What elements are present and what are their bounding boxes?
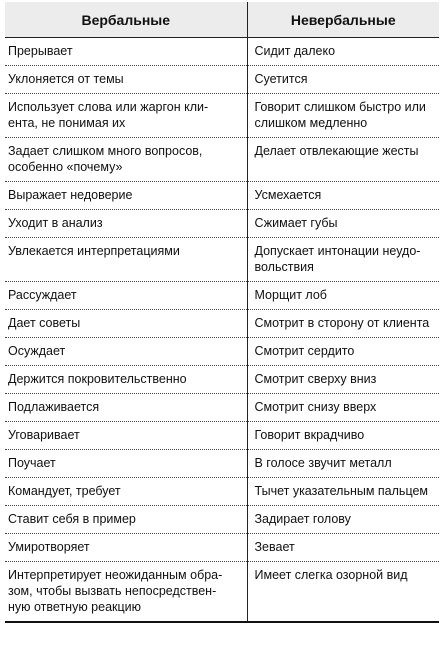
nonverbal-cell: Зевает	[247, 534, 439, 562]
table-row	[5, 138, 439, 182]
nonverbal-cell: Смотрит сверху вниз	[247, 366, 439, 394]
nonverbal-cell: Делает отвлекающие жесты	[247, 138, 439, 182]
verbal-cell: Подлаживается	[5, 394, 247, 422]
nonverbal-cell: В голосе звучит металл	[247, 450, 439, 478]
table-row	[5, 562, 439, 623]
nonverbal-cell: Сидит далеко	[247, 38, 439, 66]
nonverbal-cell: Сжимает губы	[247, 210, 439, 238]
verbal-cell: Выражает недоверие	[5, 182, 247, 210]
nonverbal-cell: Тычет указательным пальцем	[247, 478, 439, 506]
table-row	[5, 238, 439, 282]
verbal-cell: Дает советы	[5, 310, 247, 338]
verbal-cell: Рассуждает	[5, 282, 247, 310]
verbal-cell: Умиротворяет	[5, 534, 247, 562]
nonverbal-cell: Смотрит в сторону от клиента	[247, 310, 439, 338]
nonverbal-cell: Усмехается	[247, 182, 439, 210]
verbal-cell: Уклоняется от темы	[5, 66, 247, 94]
nonverbal-cell: Смотрит снизу вверх	[247, 394, 439, 422]
nonverbal-cell: Имеет слегка озорной вид	[247, 562, 439, 623]
table-row	[5, 66, 439, 94]
table-row	[5, 506, 439, 534]
nonverbal-cell: Смотрит сердито	[247, 338, 439, 366]
verbal-cell: Держится покровительственно	[5, 366, 247, 394]
behavior-table	[5, 2, 439, 623]
table-row	[5, 338, 439, 366]
verbal-cell: Задает слишком много вопросов, особенно «почему»	[5, 138, 247, 182]
table-row	[5, 210, 439, 238]
table-row	[5, 394, 439, 422]
verbal-cell: Ставит себя в пример	[5, 506, 247, 534]
nonverbal-cell: Допускает интонации неудо- вольствия	[247, 238, 439, 282]
verbal-cell: Уговаривает	[5, 422, 247, 450]
table-row	[5, 450, 439, 478]
nonverbal-cell: Говорит слишком быстро или слишком медленно	[247, 94, 439, 138]
verbal-cell: Увлекается интерпретациями	[5, 238, 247, 282]
table-row	[5, 282, 439, 310]
table-row	[5, 94, 439, 138]
table-row	[5, 38, 439, 66]
column-header-nonverbal: Невербальные	[247, 2, 439, 38]
table-row	[5, 534, 439, 562]
table-row	[5, 182, 439, 210]
verbal-cell: Командует, требует	[5, 478, 247, 506]
nonverbal-cell: Задирает голову	[247, 506, 439, 534]
verbal-cell: Поучает	[5, 450, 247, 478]
verbal-cell: Интерпретирует неожиданным обра- зом, чтобы вызвать непосредствен- ную ответную реакцию	[5, 562, 247, 623]
nonverbal-cell: Суетится	[247, 66, 439, 94]
verbal-cell: Использует слова или жаргон кли- ента, не понимая их	[5, 94, 247, 138]
table-row	[5, 422, 439, 450]
column-header-verbal: Вербальные	[5, 2, 247, 38]
table-row	[5, 478, 439, 506]
table-header	[5, 2, 439, 38]
table-row	[5, 310, 439, 338]
header-row	[5, 2, 439, 38]
nonverbal-cell: Морщит лоб	[247, 282, 439, 310]
table-body	[5, 38, 439, 623]
verbal-cell: Прерывает	[5, 38, 247, 66]
table-row	[5, 366, 439, 394]
verbal-cell: Уходит в анализ	[5, 210, 247, 238]
verbal-cell: Осуждает	[5, 338, 247, 366]
nonverbal-cell: Говорит вкрадчиво	[247, 422, 439, 450]
